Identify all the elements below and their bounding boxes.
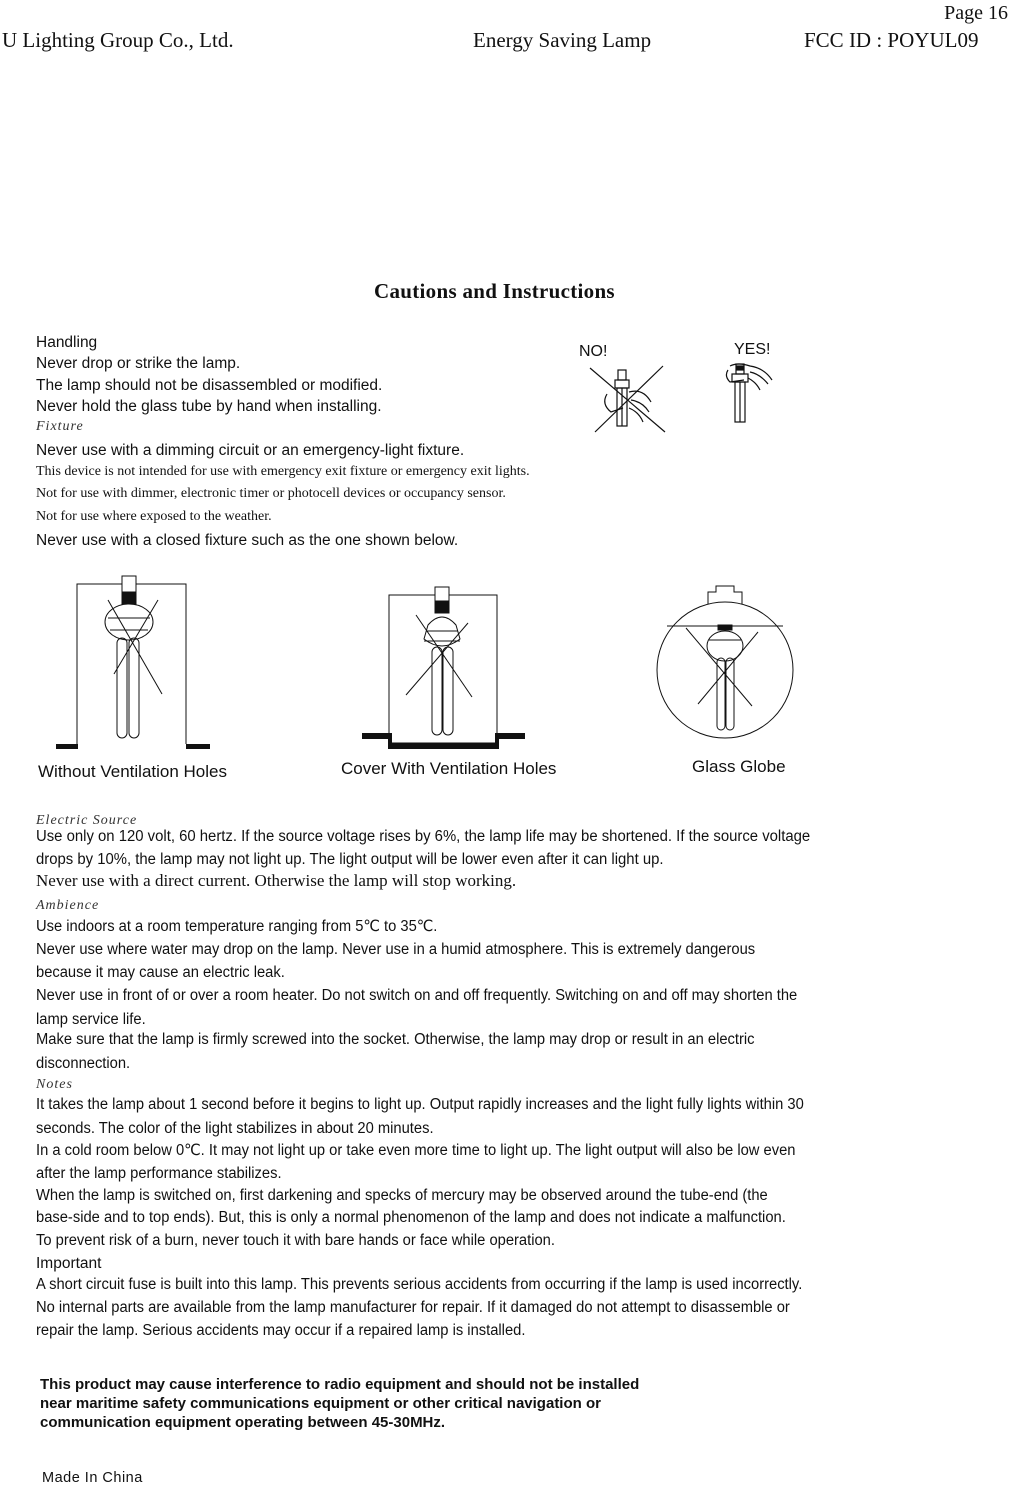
notes-line: after the lamp performance stabilizes. <box>36 1165 282 1182</box>
page-number <box>944 2 1008 25</box>
ambience-line: Never use where water may drop on the lamp. Never use in a humid atmosphere. This is extremely dangerous <box>36 941 756 958</box>
yes-label: YES! <box>734 341 771 358</box>
ambience-line: because it may cause an electric leak. <box>36 964 285 981</box>
made-in-label: Made In China <box>42 1470 143 1486</box>
fixture-line: Never use with a dimming circuit or an emergency-light fixture. <box>36 442 465 459</box>
section-heading-fixture: Fixture <box>36 419 84 434</box>
handling-line: Never drop or strike the lamp. <box>36 355 241 372</box>
page-label: Page <box>944 2 983 24</box>
page-title: Cautions and Instructions <box>374 279 615 303</box>
section-heading-electric-source: Electric Source <box>36 813 138 828</box>
fcc-id: FCC ID : POYUL09 <box>804 28 979 52</box>
handling-line: Never hold the glass tube by hand when installing. <box>36 398 382 415</box>
ambience-line: Make sure that the lamp is firmly screwed into the socket. Otherwise, the lamp may drop or result in an electric <box>36 1031 755 1048</box>
glass-globe-diagram <box>650 582 800 747</box>
fixture-line: This device is not intended for use with emergency exit fixture or emergency exit lights. <box>36 464 530 479</box>
section-heading-important: Important <box>36 1255 102 1272</box>
section-heading-ambience: Ambience <box>36 898 100 913</box>
lamp-held-by-tube-icon <box>585 360 670 435</box>
notes-line: When the lamp is switched on, first darkening and specks of mercury may be observed around the tube-end (the <box>36 1187 768 1204</box>
product-name: Energy Saving Lamp <box>473 28 652 52</box>
important-line: A short circuit fuse is built into this lamp. This prevents serious accidents from occurring if the lamp is used incorrectly. <box>36 1276 803 1293</box>
section-heading-handling: Handling <box>36 334 98 351</box>
page-number-value: 16 <box>988 2 1008 24</box>
fixture-line: Never use with a closed fixture such as the one shown below. <box>36 532 459 549</box>
important-line: No internal parts are available from the lamp manufacturer for repair. If it damaged do not attempt to disassemble or <box>36 1299 790 1316</box>
electric-source-line: Use only on 120 volt, 60 hertz. If the source voltage rises by 6%, the lamp life may be shortened. If the source voltage <box>36 828 811 845</box>
fcc-notice-line: near maritime safety communications equipment or other critical navigation or <box>40 1395 601 1412</box>
cover-with-ventilation-diagram <box>362 585 527 750</box>
notes-line: seconds. The color of the light stabilizes in about 20 minutes. <box>36 1120 434 1137</box>
notes-line: In a cold room below 0℃. It may not light up or take even more time to light up. The light output will also be low even <box>36 1142 796 1159</box>
closed-fixture-no-ventilation-diagram <box>50 572 220 752</box>
ambience-line: disconnection. <box>36 1055 131 1072</box>
electric-source-line: Never use with a direct current. Otherwise the lamp will stop working. <box>36 871 517 890</box>
section-heading-notes: Notes <box>36 1077 73 1092</box>
fcc-notice-line: This product may cause interference to radio equipment and should not be installed <box>40 1376 640 1393</box>
electric-source-line: drops by 10%, the lamp may not light up. The light output will be lower even after it can light up. <box>36 851 664 868</box>
notes-line: base-side and to top ends). But, this is only a normal phenomenon of the lamp and does not indicate a malfunction. <box>36 1209 786 1226</box>
notes-line: To prevent risk of a burn, never touch it with bare hands or face while operation. <box>36 1232 555 1249</box>
figure-label-cover-ventilation: Cover With Ventilation Holes <box>341 759 557 778</box>
company-name: U Lighting Group Co., Ltd. <box>2 28 234 52</box>
notes-line: It takes the lamp about 1 second before it begins to light up. Output rapidly increases and the light fully lights within 30 <box>36 1096 804 1113</box>
ambience-line: lamp service life. <box>36 1011 146 1028</box>
handling-line: The lamp should not be disassembled or modified. <box>36 377 383 394</box>
ambience-line: Use indoors at a room temperature ranging from 5℃ to 35℃. <box>36 918 438 935</box>
ambience-line: Never use in front of or over a room heater. Do not switch on and off frequently. Switching on and off may shorten the <box>36 987 798 1004</box>
fixture-line: Not for use with dimmer, electronic timer or photocell devices or occupancy sensor. <box>36 486 506 501</box>
important-line: repair the lamp. Serious accidents may occur if a repaired lamp is installed. <box>36 1322 526 1339</box>
figure-label-glass-globe: Glass Globe <box>692 757 786 776</box>
fcc-notice-line: communication equipment operating between 45-30MHz. <box>40 1414 446 1431</box>
figure-label-without-ventilation: Without Ventilation Holes <box>38 762 227 781</box>
fixture-line: Not for use where exposed to the weather. <box>36 509 272 524</box>
no-label: NO! <box>579 343 608 360</box>
lamp-held-by-base-icon <box>720 358 785 428</box>
